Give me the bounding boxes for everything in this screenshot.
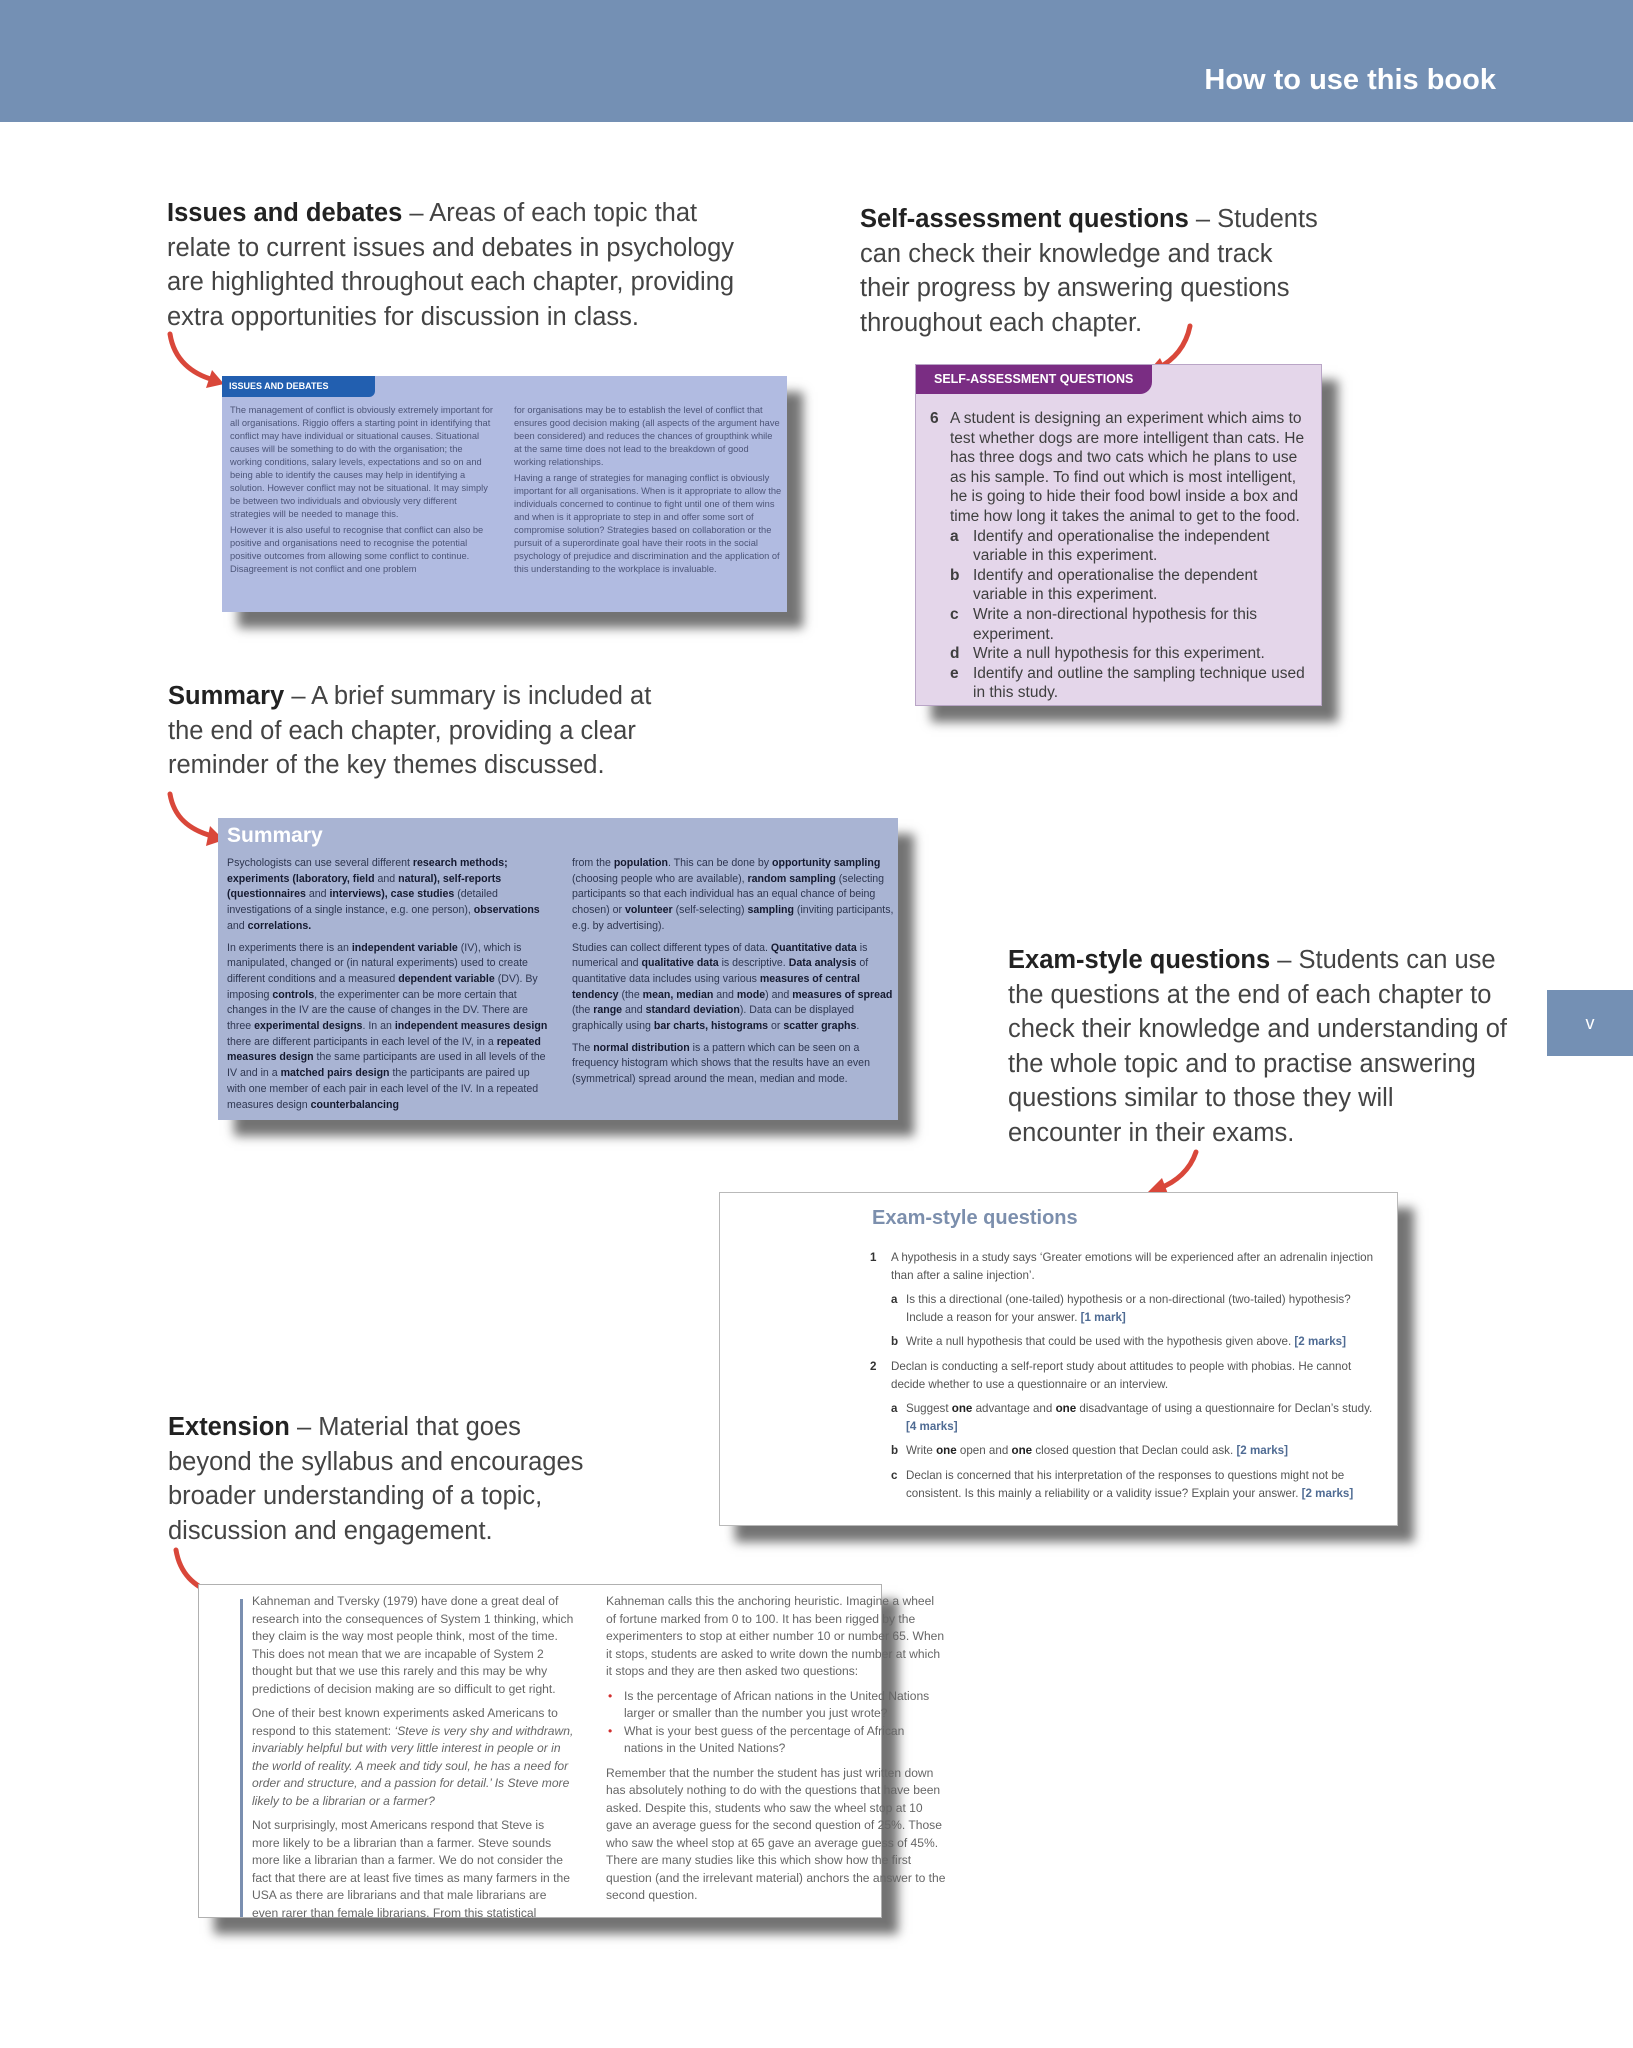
extension-panel [198,1584,946,1920]
bold-term: normal distribution [593,1041,690,1054]
sa-intro [860,202,1320,340]
issues-col-right [514,404,782,579]
exam-q-text: A hypothesis in a study says ‘Greater emotions will be experienced after an adrenalin injection than after a saline injection’. [891,1251,1374,1282]
bold-term: controls [272,988,315,1001]
text-run: is a pattern which can be seen on a frequency histogram which shows that the results have an even (symmetrical) spread around the mean, median and mode. [572,1041,870,1086]
text-run: and [305,888,330,901]
extension-col2-p1: Kahneman calls this the anchoring heuristic. Imagine a wheel of fortune marked from 0 to 100. It has been rigged by the experimenters to stop at either number 10 or number 65. When it stops, students are asked to write down the number at which it stops and they are then asked two questions: [606,1594,945,1678]
issues-col2-p1: for organisations may be to establish the level of conflict that ensures good decision making (all aspects of the argument have been considered) and reduces the chances of groupthink while at the same time does not lead to the breakdown of good working relationships. [514,405,780,467]
bold-term: experimental designs [254,1020,363,1033]
bold-term: research methods; [412,857,508,869]
summary-col-left [227,856,549,1119]
bold-term: independent measures design [394,1020,548,1033]
exam-marks: [4 marks] [906,1419,958,1433]
exam-q-number: 1 [870,1251,877,1264]
exam-emphasis: one [1011,1444,1033,1458]
bold-term: bar charts, histograms [653,1020,769,1033]
issues-intro-bold: Issues and debates [167,199,403,227]
text-run: In experiments there is an [227,941,352,954]
exam-marks: [2 marks] [1236,1444,1288,1458]
issues-col-left [230,404,495,579]
text-run: from the [572,857,614,869]
exam-sub-letter: b [891,1444,899,1458]
exam-question-2b [870,1442,1380,1460]
bold-term: scatter graphs [783,1020,857,1033]
text-run: and [374,872,399,885]
issues-intro-text: – Areas of each topic that relate to current issues and debates in psychology are highlighted throughout each chapter, providing extra opportunities for discussion in class. [167,199,735,331]
exam-question-2c [870,1467,1380,1502]
bold-term: correlations. [247,919,312,932]
summary-col2-p3 [572,1041,894,1088]
issues-panel [222,376,787,612]
bold-term: opportunity sampling [772,857,881,869]
sa-sub-text: Identify and operationalise the independent variable in this experiment. [973,527,1270,565]
text-run: (selecting participants so that each individual has an equal chance of being chosen) or [572,872,885,917]
text-run: (the [618,988,643,1001]
exam-question-2 [870,1358,1380,1393]
sa-subquestion [930,605,1305,644]
exam-q-text: Declan is conducting a self-report study about attitudes to people with phobias. He cannot decide whether to use a questionnaire or an interview. [891,1359,1352,1391]
exam-heading: Exam-style questions [872,1207,1078,1229]
exam-marks: [1 mark] [1080,1310,1126,1324]
exam-sub-text: Write a null hypothesis that could be used with the hypothesis given above. [906,1335,1295,1349]
extension-col1-p3: Not surprisingly, most Americans respond that Steve is more likely to be a librarian than a farmer. Steve sounds more like a librarian than a farmer. We do not consider the fact that there are at least five times as many farmers in the USA as there are librarians and that male librarians are even rarer than female librarians. From this statistical [252,1818,570,1920]
summary-col1-p2 [227,941,549,1114]
exam-sub-text: Suggest [906,1402,952,1416]
exam-marks: [2 marks] [1294,1335,1346,1349]
text-run: (DV). By imposing [227,972,538,1001]
page-number: v [1585,1012,1595,1033]
text-run: the participants are paired up with one member of each pair in each level of the IV. In a repeated measures design [227,1067,539,1111]
exam-sub-text: disadvantage of using a questionnaire for Declan’s study. [1076,1402,1373,1416]
sa-question-text: A student is designing an experiment which aims to test whether dogs are more intelligent than cats. He has three dogs and two cats which he plans to use as his sample. To find out which is most intelligent, he is going to hide their food bowl inside a box and time how long it takes the animal to get to the food. [950,410,1305,525]
sa-question-number: 6 [930,410,939,427]
bold-term: experiments (laboratory, field [227,872,375,885]
text-run: (the [572,1004,594,1017]
extension-col-left [252,1593,574,1929]
extension-side-bar [240,1599,243,1917]
text-run: there are different participants in each level of the IV, in a [227,1035,497,1048]
text-run: (choosing people who are available), [572,872,748,885]
extension-col-right [606,1593,946,1912]
summary-col-right [572,856,894,1094]
exam-emphasis: one [936,1444,957,1458]
exam-question-1b [870,1333,1380,1351]
issues-intro [167,196,737,334]
text-run: . In an [362,1020,395,1033]
summary-heading: Summary [227,824,323,847]
issues-tag: ISSUES AND DEBATES [222,376,375,397]
bold-term: volunteer [625,904,673,917]
sa-subquestion [930,566,1305,605]
extension-intro-text: – Material that goes beyond the syllabus and encourages broader understanding of a topic, discussion and engagement. [168,1413,584,1545]
sa-tag: SELF-ASSESSMENT QUESTIONS [916,365,1152,394]
text-run: of quantitative data includes using various [572,957,869,985]
text-run: Studies can collect different types of data. [572,941,771,954]
summary-intro-bold: Summary [168,682,285,710]
summary-col2-p2 [572,941,894,1035]
sa-sub-letter: c [950,605,959,623]
summary-col2-p1 [572,856,894,935]
sa-question [930,409,1305,527]
sa-intro-text: – Students can check their knowledge and track their progress by answering questions throughout each chapter. [860,205,1318,337]
extension-intro-bold: Extension [168,1413,290,1441]
exam-sub-text: Is this a directional (one-tailed) hypothesis or a non-directional (two-tailed) hypothesis? Include a reason for your answer. [906,1293,1351,1324]
extension-col1-p2 [252,1705,574,1810]
exam-intro [1008,943,1508,1150]
exam-sub-text: Write [906,1444,937,1458]
exam-sub-letter: b [891,1335,899,1349]
bold-term: interviews), case studies [329,888,455,901]
exam-intro-text: – Students can use the questions at the end of each chapter to check their knowledge and understanding of the whole topic and to practise answering questions similar to those they will encounter in their exams. [1008,946,1508,1147]
summary-intro [168,679,688,783]
sa-subquestion [930,527,1305,566]
bold-term: population [613,857,668,869]
bold-term: Data analysis [788,957,857,970]
exam-question-1a [870,1291,1380,1326]
text-run: (self-selecting) [672,904,748,917]
text-run: . [856,1020,860,1033]
sa-sub-text: Identify and outline the sampling technique used in this study. [973,664,1305,702]
sa-intro-bold: Self-assessment questions [860,205,1189,233]
bold-term: measures of spread [792,988,893,1001]
header-bar [0,0,1633,122]
text-run: The [572,1041,594,1054]
bold-term: Quantitative data [770,941,857,954]
issues-col1-p2: However it is also useful to recognise that conflict can also be positive and organisations need to recognise the potential positive outcomes from allowing some conflict to continue. Disagreement is not conflict and one problem [230,525,484,574]
sa-subquestion [930,644,1305,664]
sa-sub-letter: b [950,566,960,584]
text-run: Psychologists can use several different [227,857,413,869]
sa-sub-letter: a [950,527,959,545]
bold-term: counterbalancing [310,1098,399,1111]
bold-term: mode [736,988,766,1001]
exam-sub-text: open and [956,1444,1012,1458]
exam-sub-text: Declan is concerned that his interpretation of the responses to questions might not be consistent. Is this mainly a reliability or a validity issue? Explain your answer. [906,1468,1345,1500]
exam-body [870,1249,1380,1509]
text-run: or [768,1020,784,1033]
summary-intro-text: – A brief summary is included at the end of each chapter, providing a clear reminder of the key themes discussed. [168,682,652,779]
text-run: , the experimenter can be more certain that changes in the IV are the cause of changes in the DV. There are three [227,988,528,1033]
summary-col1-p1 [227,856,549,935]
sa-sub-letter: d [950,645,960,663]
extension-bullet-list [606,1688,946,1758]
bold-term: dependent variable [398,972,495,985]
text-run: (detailed investigations of a single instance, e.g. one person), [227,888,498,917]
bold-term: natural), self-reports (questionnaires [227,872,502,901]
extension-col1-p2-text: One of their best known experiments asked Americans to respond to this statement: [252,1706,558,1738]
extension-bullet: • Is the percentage of African nations in the United Nations larger or smaller than the number you just wrote? [624,1688,946,1723]
bold-term: matched pairs design [280,1067,390,1080]
extension-col2-p2: Remember that the number the student has just written down has absolutely nothing to do with the questions that have been asked. Despite this, students who saw the wheel stop at 10 gave an average guess for the second question of 25%. Those who saw the wheel stop at 65 gave an average guess of 45%. There are many studies like this which show how the first question (and the irrelevant material) anchors the answer to the second question. [606,1765,946,1902]
self-assessment-panel [915,364,1322,706]
bold-term: random sampling [747,872,836,885]
exam-question-2a [870,1400,1380,1435]
text-run: is descriptive. [718,957,789,970]
exam-sub-letter: a [891,1293,898,1307]
issues-col1-p1: The management of conflict is obviously extremely important for all organisations. Riggio offers a starting point in identifying that conflict may have individual or situational causes. Situational causes will be something to do with the organisation; the working conditions, salary levels, expectations and so on and being able to identify the causes may help in identifying a solution. However conflict may not be situational. It may simply be between two individuals and obviously very different strategies will be needed to manage this. [230,405,494,519]
sa-body [930,409,1305,703]
text-run: the same participants are used in all levels of the IV and in a [227,1051,546,1080]
exam-emphasis: one [951,1402,973,1416]
page-number-tab [1547,990,1633,1056]
sa-sub-letter: e [950,664,959,682]
extension-intro [168,1410,588,1548]
bold-term: observations [473,904,540,917]
sa-sub-text: Write a non-directional hypothesis for this experiment. [973,605,1258,643]
issues-col2-p2: Having a range of strategies for managing conflict is obviously important for all organisations. When is it appropriate to allow the individuals concerned to continue to fight until one of them wins and when is it appropriate to step in and offer some sort of compromise solution? Strategies based on collaboration or the pursuit of a superordinate goal have their roots in the social psychology of prejudice and discrimination and the application of this understanding to the workplace is invaluable. [514,473,782,574]
text-run: (IV), which is manipulated, changed or (in natural experiments) used to create different conditions and a measured [227,941,528,985]
exam-panel [719,1192,1398,1526]
page-header-title: How to use this book [1204,64,1496,96]
exam-q-number: 2 [870,1359,877,1373]
bold-term: mean, median [642,988,714,1001]
sa-sub-text: Identify and operationalise the dependent variable in this experiment. [973,566,1258,604]
bold-term: repeated measures design [227,1035,541,1064]
sa-sub-text: Write a null hypothesis for this experiment. [973,645,1265,663]
text-run: and [227,919,248,932]
text-run: and [713,988,737,1001]
text-run: is numerical and [572,941,868,970]
exam-sub-letter: a [891,1402,898,1416]
bold-term: sampling [747,904,794,917]
exam-sub-letter: c [891,1468,898,1482]
exam-marks: [2 marks] [1301,1486,1354,1500]
exam-emphasis: one [1055,1402,1077,1416]
text-run: and [622,1004,646,1017]
bold-term: independent variable [351,941,458,954]
exam-sub-text: advantage and [972,1402,1056,1416]
text-run: ). Data can be displayed graphically using [572,1004,855,1033]
bold-term: standard deviation [645,1004,740,1017]
summary-panel [218,818,898,1120]
text-run: . This can be done by [667,857,772,869]
text-run: ) and [765,988,793,1001]
extension-bullet: • What is your best guess of the percentage of African nations in the United Nations? [624,1723,946,1758]
bold-term: qualitative data [641,957,719,970]
exam-intro-bold: Exam-style questions [1008,946,1271,974]
text-run: (inviting participants, e.g. by advertising). [572,904,894,932]
sa-subquestion [930,664,1305,703]
extension-col1-p1: Kahneman and Tversky (1979) have done a great deal of research into the consequences of System 1 thinking, which they claim is the way most people think, most of the time. This does not mean that we are incapable of System 2 thought but that we use this rarely and this may be why predictions of decision making are so difficult to get right. [252,1594,574,1696]
bold-term: range [593,1004,623,1017]
exam-question-1 [870,1249,1380,1284]
bold-term: measures of central tendency [572,972,860,1001]
extension-quote: ‘Steve is very shy and withdrawn, invariably helpful but with very little interest in people or in the world of reality. A meek and tidy soul, he has a need for order and structure, and a passion for detail.’ Is Steve more likely to be a librarian or a farmer? [252,1723,574,1808]
exam-sub-text: closed question that Declan could ask. [1032,1444,1237,1458]
